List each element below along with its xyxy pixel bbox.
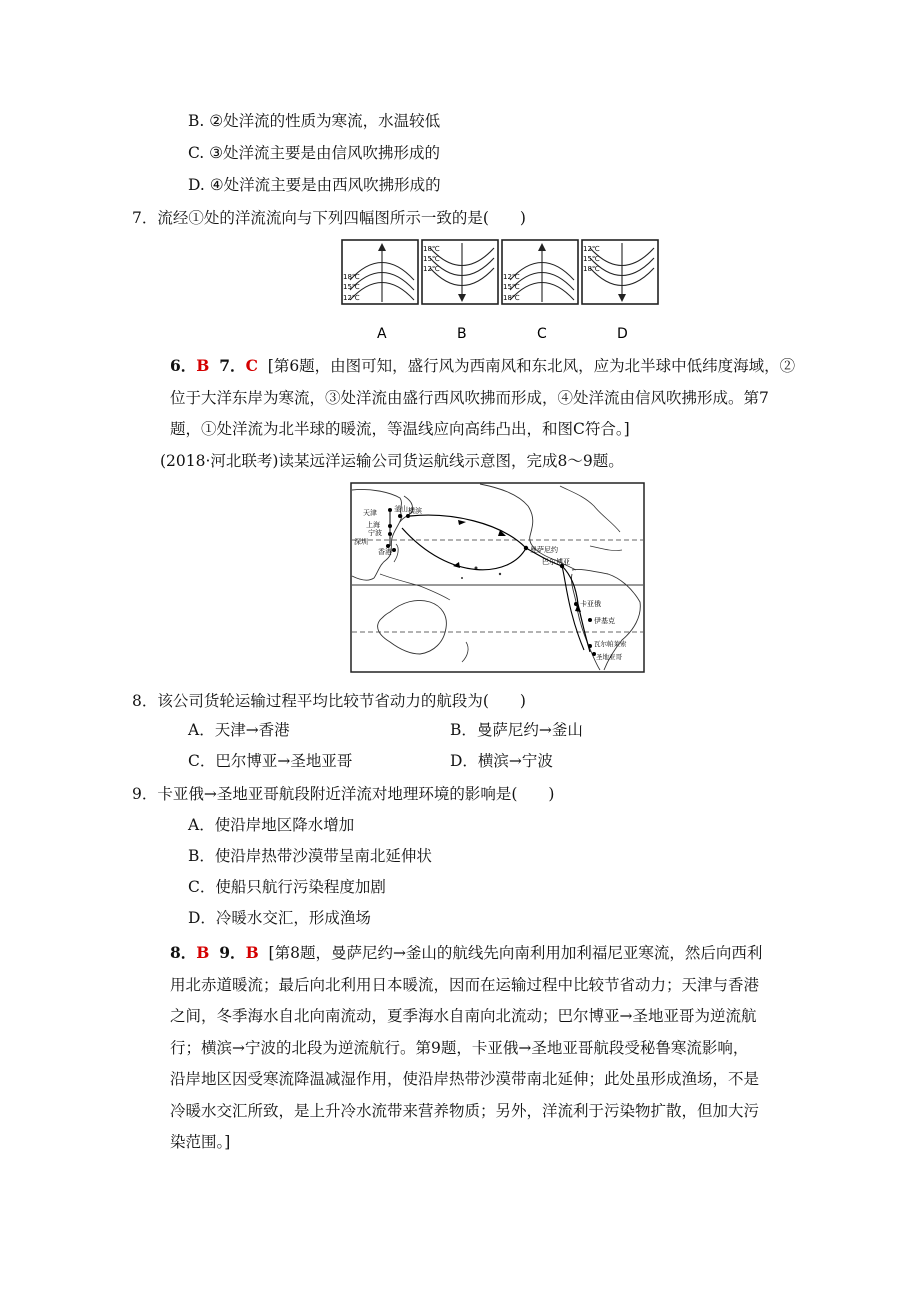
- diagram-a-label-2: 15℃: [343, 283, 360, 291]
- label-valparaiso: 瓦尔帕莱索: [594, 640, 627, 648]
- diagram-b-letter: B: [457, 326, 467, 342]
- answer-8-9-line-6: 冷暖水交汇所致，是上升冷水流带来营养物质；另外，洋流利于污染物扩散，但加大污: [170, 1101, 760, 1120]
- q8-answer-number: 8．: [170, 943, 197, 962]
- section-intro: (2018·河北联考)读某远洋运输公司货运航线示意图，完成8～9题。: [160, 452, 624, 470]
- diagram-b-label-1: 18℃: [423, 245, 440, 253]
- answer-8-9-line-4: 行；横滨→宁波的北段为逆流航行。第9题，卡亚俄→圣地亚哥航段受秘鲁寒流影响，: [170, 1038, 749, 1057]
- answer-6-7-line-3: 题，①处洋流为北半球的暖流，等温线应向高纬凸出，和图C符合。]: [170, 420, 630, 438]
- label-manzanillo: 曼萨尼约: [530, 546, 558, 554]
- diagram-c: [502, 240, 578, 342]
- answer-8-9-line-3: 之间，冬季海水自北向南流动，夏季海水自南向北流动；巴尔博亚→圣地亚哥为逆流航: [170, 1007, 757, 1025]
- q9-stem: 9．卡亚俄→圣地亚哥航段附近洋流对地理环境的影响是( ): [132, 785, 555, 803]
- diagram-d: [582, 240, 658, 342]
- diagram-a-label-3: 12℃: [343, 294, 360, 302]
- diagram-c-label-3: 18℃: [503, 294, 520, 302]
- answer-6-7-line-2: 位于大洋东岸为寒流，③处洋流由盛行西风吹拂而形成，④处洋流由信风吹拂形成。第7: [170, 388, 769, 407]
- q6-answer: B: [196, 356, 210, 375]
- q8-option-c: C．巴尔博亚→圣地亚哥: [188, 752, 353, 770]
- diagram-a: [342, 240, 418, 342]
- q9-answer-number: 9．: [219, 943, 246, 962]
- diagram-d-letter: D: [617, 326, 628, 342]
- answer-8-9-line-2: 用北赤道暖流；最后向北利用日本暖流，因而在运输过程中比较节省动力；天津与香港: [170, 975, 760, 994]
- answer-6-7: [170, 350, 830, 446]
- q9-option-c: C．使船只航行污染程度加剧: [188, 878, 386, 896]
- diagram-a-letter: A: [377, 326, 387, 342]
- diagram-d-label-3: 18℃: [583, 265, 600, 273]
- q8-option-a: A．天津→香港: [188, 721, 290, 739]
- q6-option-d: D. ④处洋流主要是由西风吹拂形成的: [188, 176, 441, 194]
- diagram-b: [422, 240, 498, 342]
- q8-stem: 8．该公司货轮运输过程平均比较节省动力的航段为( ): [132, 692, 526, 710]
- q9-option-d: D．冷暖水交汇，形成渔场: [188, 909, 371, 927]
- q8-option-b: B．曼萨尼约→釜山: [450, 721, 583, 739]
- label-iquique: 伊基克: [594, 617, 615, 625]
- q6-option-b: B. ②处洋流的性质为寒流，水温较低: [188, 112, 441, 130]
- q9-option-b: B．使沿岸热带沙漠带呈南北延伸状: [188, 847, 432, 865]
- diagram-d-label-2: 15℃: [583, 255, 600, 263]
- q7-answer: C: [245, 356, 258, 375]
- answer-8-9-line-5: 沿岸地区因受寒流降温减湿作用，使沿岸热带沙漠带南北延伸；此处虽形成渔场，不是: [170, 1070, 760, 1088]
- label-shenzhen: 深圳: [354, 538, 368, 546]
- q8-answer: B: [196, 943, 210, 962]
- answer-8-9: [170, 937, 830, 1159]
- diagram-d-label-1: 12℃: [583, 245, 600, 253]
- diagram-b-label-3: 12℃: [423, 265, 440, 273]
- label-ningbo: 宁波: [368, 529, 382, 537]
- label-shanghai: 上海: [366, 521, 380, 529]
- label-hongkong: 香港: [378, 548, 392, 556]
- diagram-b-label-2: 15℃: [423, 255, 440, 263]
- label-balboa: 巴尔博亚: [542, 558, 570, 566]
- answer-8-9-line-7: 染范围。]: [170, 1133, 231, 1151]
- answer-6-7-line-1: [第6题，由图可知，盛行风为西南风和东北风，应为北半球中低纬度海域，②: [267, 357, 796, 375]
- q8-option-d: D．横滨→宁波: [450, 752, 553, 770]
- q9-option-a: A．使沿岸地区降水增加: [188, 816, 355, 834]
- label-tianjin: 天津: [363, 509, 377, 517]
- diagram-a-label-1: 18℃: [343, 273, 360, 281]
- q7-stem: 7．流经①处的洋流流向与下列四幅图所示一致的是( ): [132, 209, 526, 227]
- label-yokohama: 横滨: [408, 507, 422, 515]
- shipping-route-map: [350, 482, 646, 674]
- label-santiago: 圣地亚哥: [596, 653, 622, 661]
- q9-answer: B: [245, 943, 259, 962]
- q7-answer-number: 7．: [219, 356, 246, 375]
- q7-isotherm-diagrams: [338, 238, 662, 342]
- q6-answer-number: 6．: [170, 356, 197, 375]
- answer-8-9-line-1: [第8题，曼萨尼约→釜山的航线先向南利用加利福尼亚寒流，然后向西利: [268, 944, 763, 962]
- label-busan: 釜山: [394, 505, 408, 513]
- diagram-c-label-1: 12℃: [503, 273, 520, 281]
- label-callao: 卡亚俄: [580, 600, 601, 608]
- q6-option-c: C. ③处洋流主要是由信风吹拂形成的: [188, 144, 441, 162]
- diagram-c-label-2: 15℃: [503, 283, 520, 291]
- diagram-c-letter: C: [537, 326, 547, 342]
